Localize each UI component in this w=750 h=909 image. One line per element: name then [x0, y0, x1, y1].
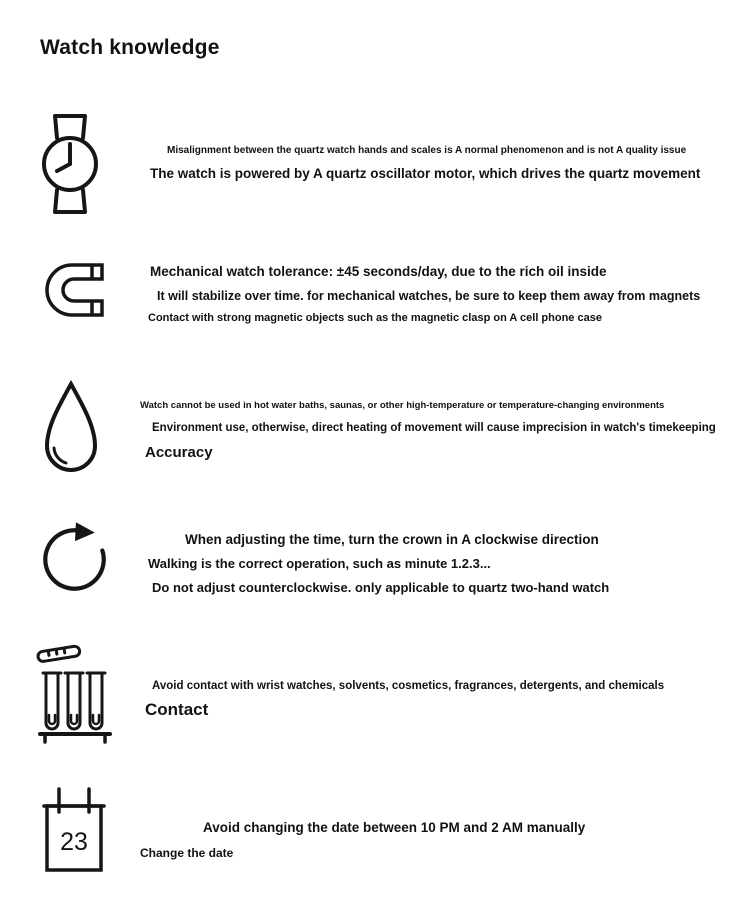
text-line-no-counterclockwise: Do not adjust counterclockwise. only applicable to quartz two-hand watch: [152, 580, 610, 595]
text-line-correct-operation: Walking is the correct operation, such as minute 1.2.3...: [148, 556, 491, 571]
text-line-heating: Environment use, otherwise, direct heating of movement will cause imprecision in watch's timekeeping: [152, 422, 716, 434]
magnet-icon: [40, 262, 106, 320]
clockwise-arrow-icon: [42, 518, 108, 600]
text-line-accuracy-heading: Accuracy: [145, 444, 213, 461]
wristwatch-icon: [40, 112, 100, 216]
text-line-change-date-heading: Change the date: [140, 846, 234, 860]
test-tubes-icon: [36, 643, 114, 745]
text-line-magnetic-clasp: Contact with strong magnetic objects such as the magnetic clasp on A cell phone case: [148, 312, 602, 324]
page-title: Watch knowledge: [40, 36, 220, 59]
text-line-avoid-date-change: Avoid changing the date between 10 PM and 2 AM manually: [203, 820, 586, 835]
text-line-quartz-power: The watch is powered by A quartz oscillator motor, which drives the quartz movement: [150, 166, 701, 181]
calendar-day-number: 23: [60, 828, 88, 856]
text-line-crown-clockwise: When adjusting the time, turn the crown in A clockwise direction: [185, 532, 599, 547]
text-line-avoid-chemicals: Avoid contact with wrist watches, solvents, cosmetics, fragrances, detergents, and chemicals: [152, 680, 665, 692]
calendar-icon: [42, 786, 106, 876]
text-line-contact-heading: Contact: [145, 700, 209, 719]
text-line-tolerance: Mechanical watch tolerance: ±45 seconds/day, due to the rich oil inside: [150, 264, 607, 279]
text-line-hot-water: Watch cannot be used in hot water baths, saunas, or other high-temperature or temperature-changing environments: [140, 400, 665, 411]
text-line-stabilize: It will stabilize over time. for mechanical watches, be sure to keep them away from magnets: [157, 289, 701, 303]
text-line-quartz-note: Misalignment between the quartz watch hands and scales is A normal phenomenon and is not A quality issue: [167, 145, 687, 156]
water-drop-icon: [40, 380, 102, 478]
